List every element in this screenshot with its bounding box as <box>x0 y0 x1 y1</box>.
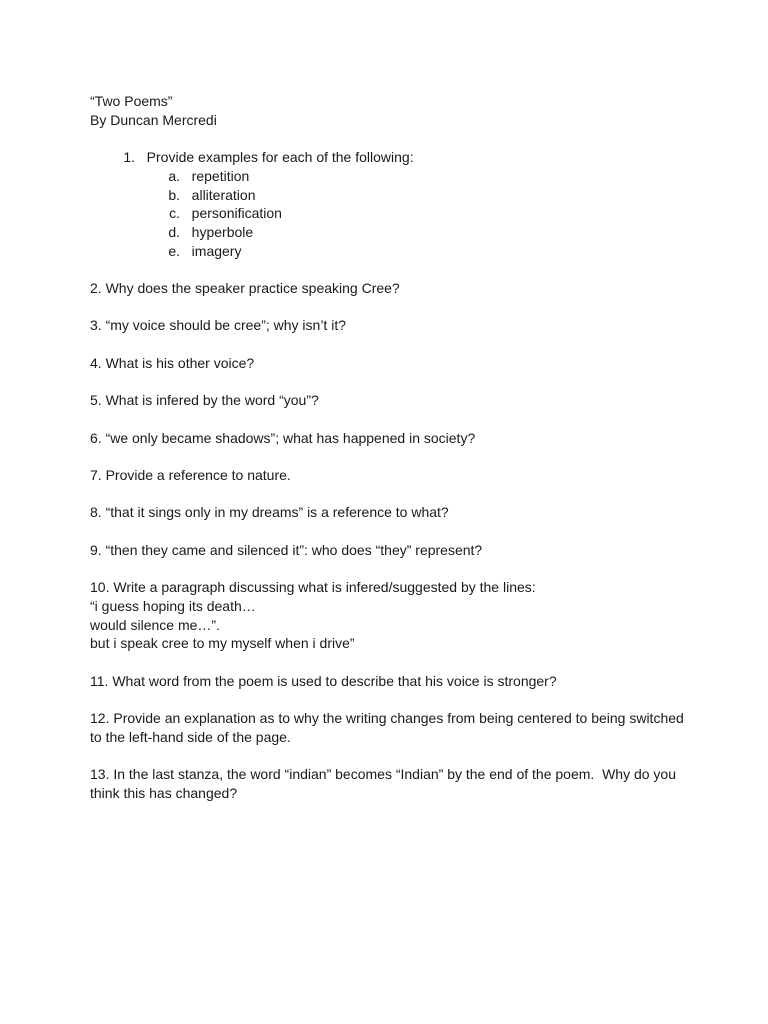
item-letter: e. <box>168 242 180 259</box>
question-12-line-2: to the left-hand side of the page. <box>90 728 291 745</box>
question-10-quote-line-1: “i guess hoping its death… <box>90 597 256 614</box>
spacer <box>90 260 690 279</box>
spacer <box>90 372 690 391</box>
spacer <box>90 298 690 317</box>
question-13 <box>90 765 690 802</box>
item-text: hyperbole <box>191 223 254 240</box>
spacer <box>90 129 690 148</box>
question-13-line-1: 13. In the last stanza, the word “indian” becomes “Indian” by the end of the poem. Why do you <box>90 766 676 783</box>
question-1-item-e <box>90 242 690 261</box>
spacer <box>90 410 690 429</box>
question-7: 7. Provide a reference to nature. <box>90 466 291 483</box>
spacer <box>90 690 690 709</box>
question-1-text: Provide examples for each of the following: <box>146 149 414 166</box>
question-4: 4. What is his other voice? <box>90 354 255 371</box>
worksheet-content <box>90 92 690 803</box>
document-author: By Duncan Mercredi <box>90 111 217 128</box>
question-12 <box>90 709 690 746</box>
question-1-number: 1. <box>123 149 135 166</box>
item-letter: d. <box>168 223 180 240</box>
question-1-item-b <box>90 186 690 205</box>
question-2: 2. Why does the speaker practice speaking Cree? <box>90 280 400 296</box>
question-9: 9. “then they came and silenced it”: who does “they” represent? <box>90 541 483 558</box>
question-10-intro: 10. Write a paragraph discussing what is infered/suggested by the lines: <box>90 579 536 596</box>
question-10-quote-line-3: but i speak cree to my myself when i drive” <box>90 635 355 652</box>
item-text: alliteration <box>191 186 256 203</box>
spacer <box>90 447 690 466</box>
item-text: repetition <box>191 167 250 184</box>
question-10-quote-line-2: would silence me…”. <box>90 616 220 633</box>
question-11: 11. What word from the poem is used to describe that his voice is stronger? <box>90 672 557 689</box>
question-13-line-2: think this has changed? <box>90 784 238 801</box>
question-3: 3. “my voice should be cree”; why isn’t it? <box>90 317 346 334</box>
spacer <box>90 653 690 672</box>
spacer <box>90 485 690 504</box>
spacer <box>90 522 690 541</box>
question-1-item-d <box>90 223 690 242</box>
question-10 <box>90 578 690 653</box>
item-letter: a. <box>168 167 180 184</box>
item-letter: b. <box>168 186 180 203</box>
spacer <box>90 335 690 354</box>
item-text: imagery <box>191 242 242 259</box>
question-5: 5. What is infered by the word “you”? <box>90 392 319 409</box>
spacer <box>90 559 690 578</box>
question-6: 6. “we only became shadows”; what has happened in society? <box>90 429 476 446</box>
question-1-item-c <box>90 204 690 223</box>
question-12-line-1: 12. Provide an explanation as to why the writing changes from being centered to being switched <box>90 710 684 727</box>
question-1 <box>90 148 690 167</box>
spacer <box>90 746 690 765</box>
question-8: 8. “that it sings only in my dreams” is a reference to what? <box>90 504 449 521</box>
document-title: “Two Poems” <box>90 93 173 109</box>
question-1-item-a <box>90 167 690 186</box>
item-text: personification <box>191 205 282 222</box>
item-letter: c. <box>169 205 180 222</box>
